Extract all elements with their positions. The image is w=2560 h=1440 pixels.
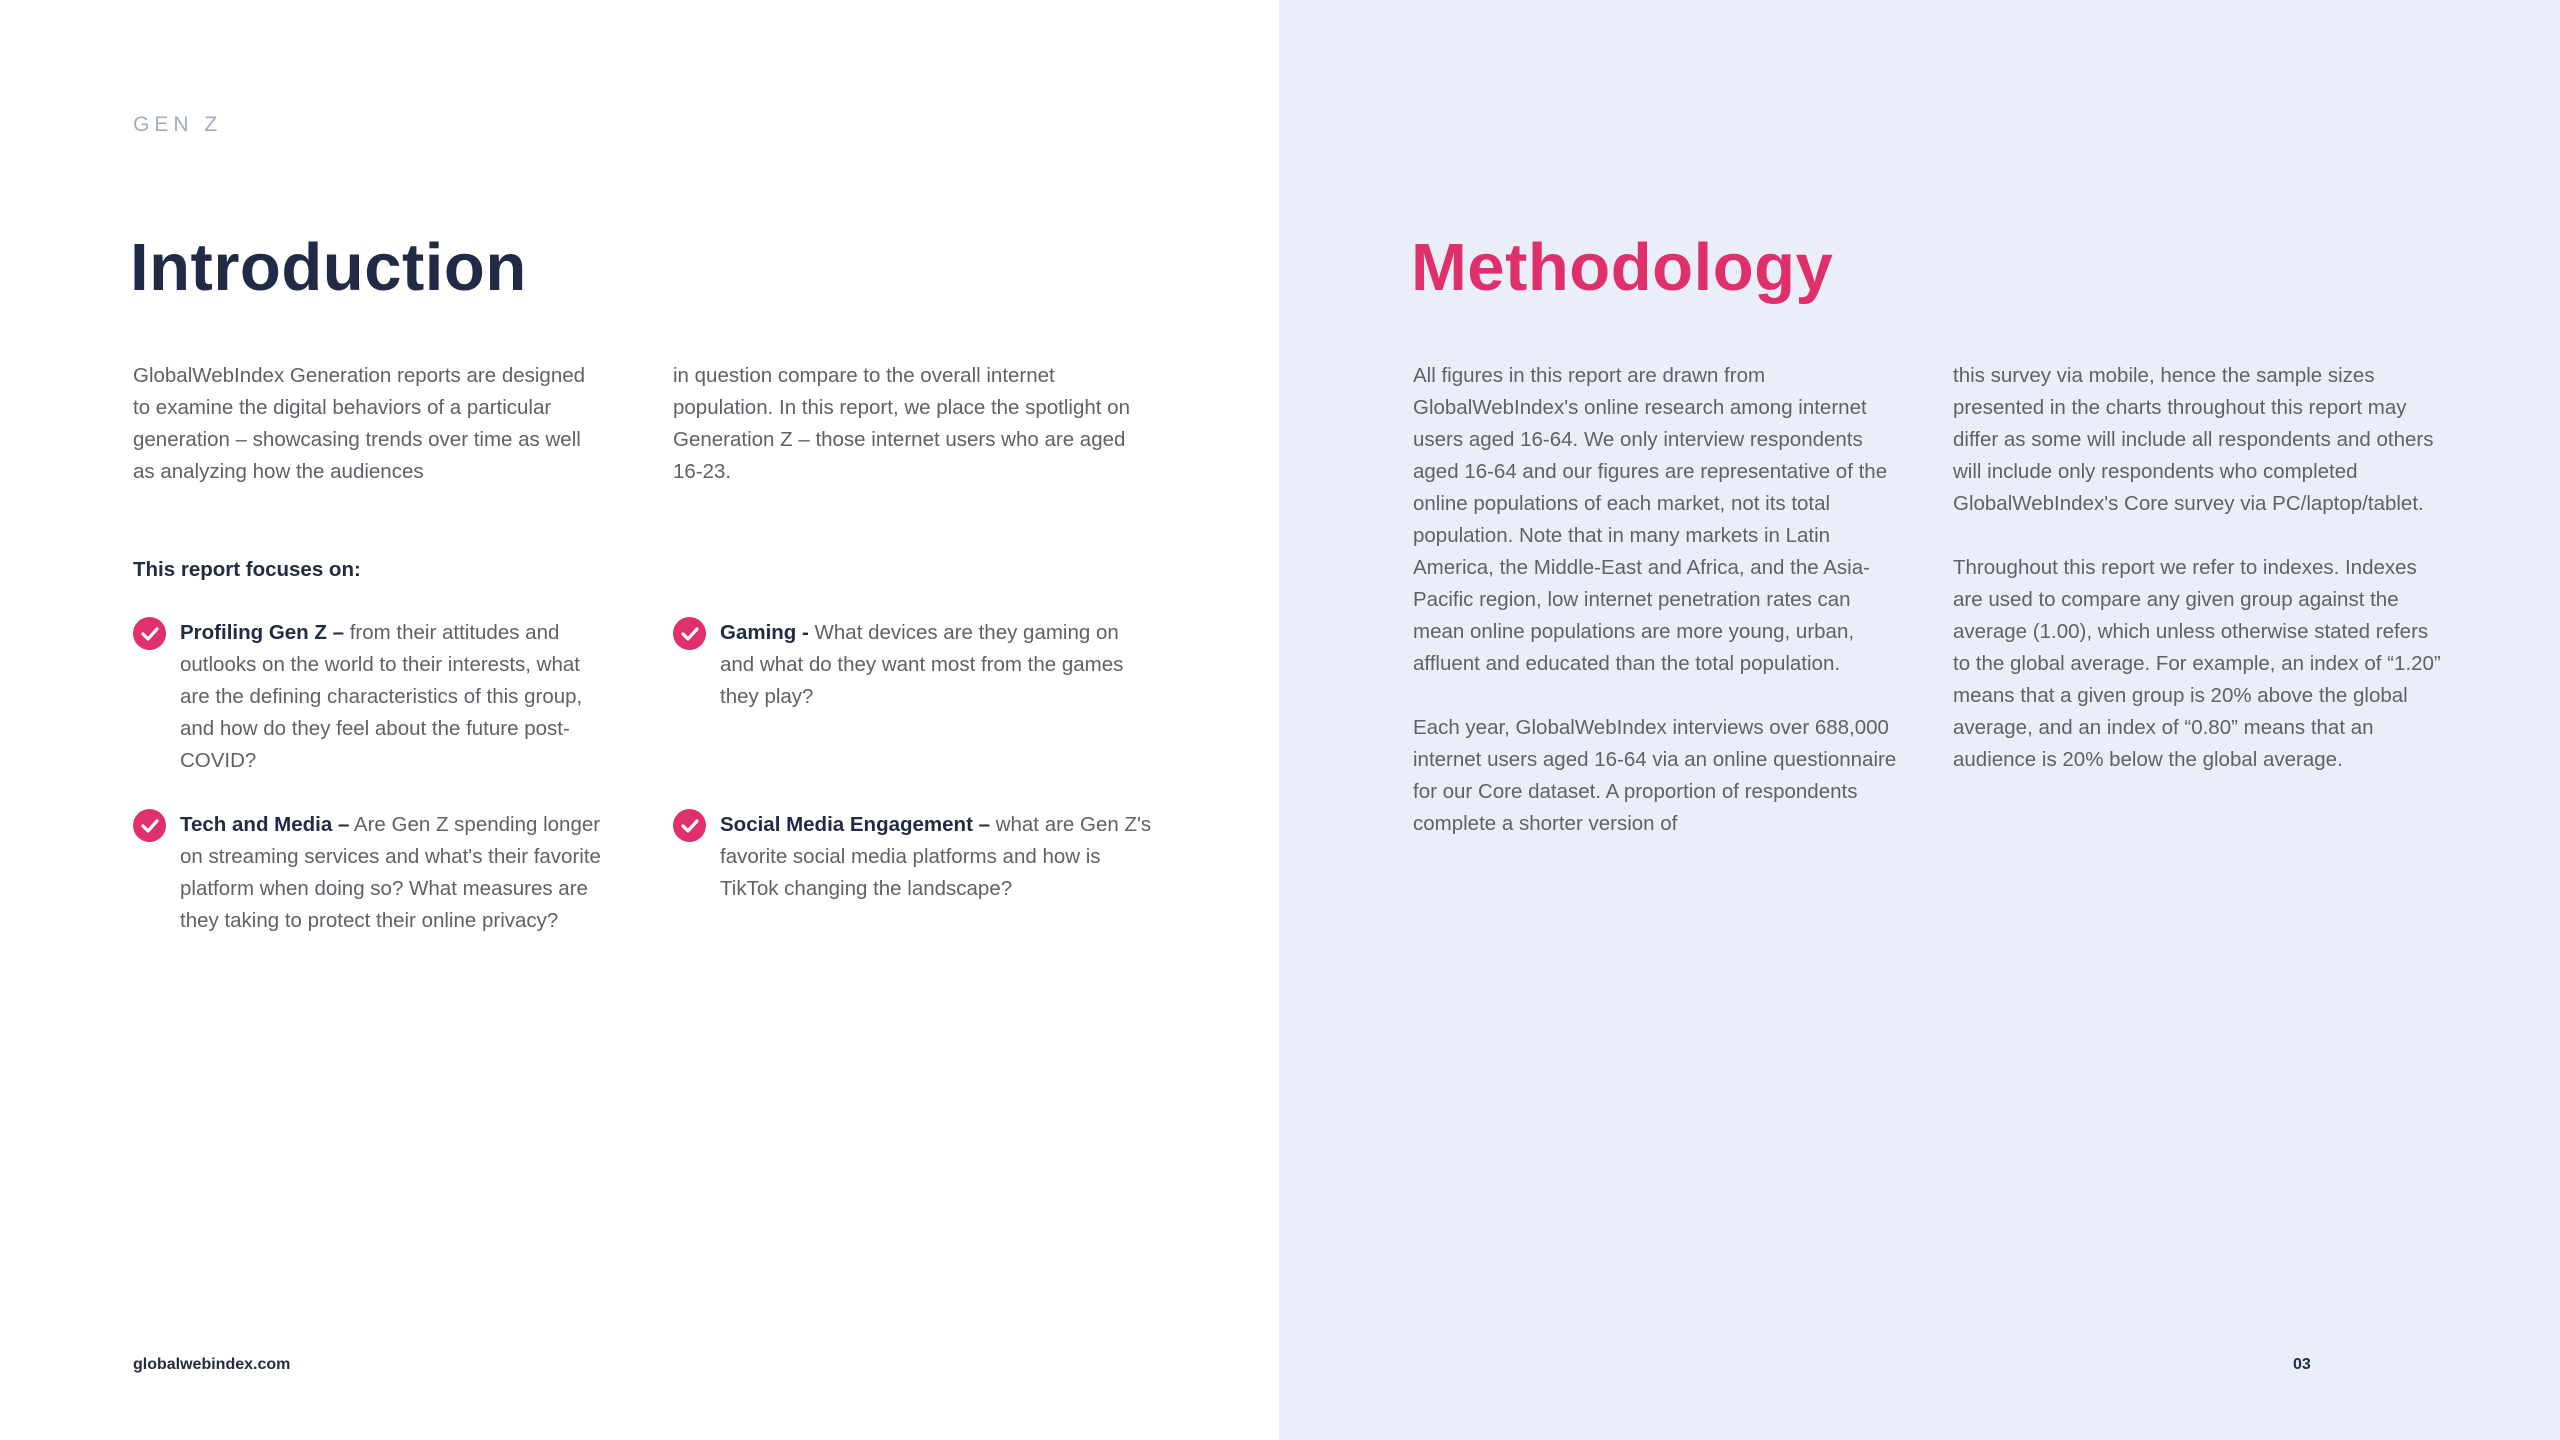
- focus-item-title: Profiling Gen Z –: [180, 621, 345, 644]
- focus-item-gaming: [673, 617, 1153, 713]
- focus-item-description: What devices are they gaming on and what do they want most from the games they play?: [720, 621, 1124, 708]
- introduction-title: Introduction: [130, 230, 527, 305]
- page-number: 03: [2293, 1356, 2311, 1373]
- checkmark-icon: [133, 617, 166, 650]
- methodology-column-2: [1953, 360, 2443, 776]
- paragraph-spacer: [1953, 520, 2443, 552]
- methodology-paragraph: Each year, GlobalWebIndex interviews over 688,000 internet users aged 16-64 via an online questionnaire for our Core dataset. A proportion of respondents complete a shorter version of: [1413, 716, 1897, 835]
- focus-item-description: Are Gen Z spending longer on streaming services and what's their favorite platform when doing so? What measures are they taking to protect their online privacy?: [180, 813, 601, 932]
- focus-item-description: what are Gen Z's favorite social media platforms and how is TikTok changing the landscape?: [720, 813, 1152, 900]
- checkmark-icon: [673, 617, 706, 650]
- focus-item-title: Tech and Media –: [180, 813, 350, 836]
- focus-item-description: from their attitudes and outlooks on the world to their interests, what are the defining characteristics of this group, and how do they feel about the future post-COVID?: [180, 621, 583, 772]
- focus-list-title: This report focuses on:: [133, 558, 361, 581]
- methodology-column-1: [1413, 360, 1898, 840]
- focus-item-title: Social Media Engagement –: [720, 813, 990, 836]
- focus-item-text: [720, 617, 1153, 713]
- footer-website-link[interactable]: globalwebindex.com: [133, 1356, 291, 1373]
- section-label: GEN Z: [133, 113, 223, 136]
- checkmark-icon: [133, 809, 166, 842]
- checkmark-icon: [673, 809, 706, 842]
- focus-item-text: [180, 809, 613, 937]
- focus-item-social-media: [673, 809, 1153, 905]
- paragraph-spacer: [1413, 680, 1898, 712]
- methodology-title: Methodology: [1411, 230, 1834, 305]
- focus-item-profiling: [133, 617, 613, 777]
- introduction-paragraph-2: in question compare to the overall internet population. In this report, we place the spotlight on Generation Z – those internet users who are aged 16-23.: [673, 364, 1130, 483]
- focus-item-tech-media: [133, 809, 613, 937]
- focus-item-title: Gaming -: [720, 621, 809, 644]
- focus-item-text: [720, 809, 1153, 905]
- focus-item-text: [180, 617, 613, 777]
- methodology-paragraph: All figures in this report are drawn from GlobalWebIndex's online research among internet users aged 16-64. We only interview respondents aged 16-64 and our figures are representative of the online populations of each market, not its total population. Note that in many markets in Latin America, the Middle-East and Africa, and the Asia-Pacific region, low internet penetration rates can mean online populations are more young, urban, affluent and educated than the total population.: [1413, 364, 1888, 675]
- methodology-paragraph: Throughout this report we refer to indexes. Indexes are used to compare any given group against the average (1.00), which unless otherwise stated refers to the global average. For example, an index of “1.20” means that a given group is 20% above the global average, and an index of “0.80” means that an audience is 20% below the global average.: [1953, 556, 2441, 771]
- introduction-paragraph-1: GlobalWebIndex Generation reports are designed to examine the digital behaviors of a particular generation – showcasing trends over time as well as analyzing how the audiences: [133, 364, 586, 483]
- methodology-paragraph: this survey via mobile, hence the sample sizes presented in the charts throughout this report may differ as some will include all respondents and others will include only respondents who completed GlobalWebIndex's Core survey via PC/laptop/tablet.: [1953, 364, 2434, 515]
